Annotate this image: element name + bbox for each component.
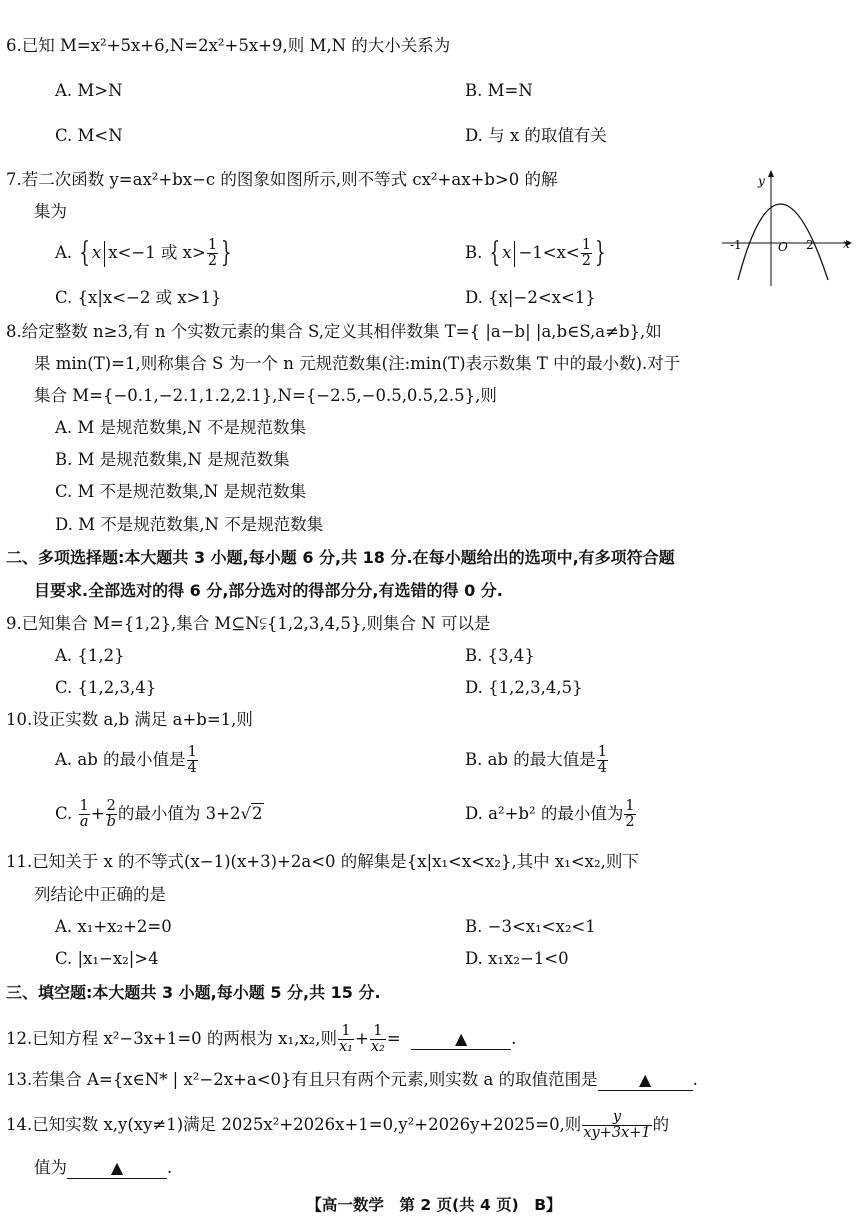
q14-answer-blank[interactable]: ▲	[67, 1158, 167, 1179]
q11-option-a: A. x₁+x₂+2=0	[55, 917, 172, 936]
q11-line1: 11.已知关于 x 的不等式(x−1)(x+3)+2a<0 的解集是{x|x₁<x<x₂},其中 x₁<x₂,则下	[6, 852, 639, 871]
fraction-one-over-x2: $\frac{1}{\text{x₂}}$	[370, 1023, 385, 1056]
q12-line	[6, 1024, 516, 1055]
section-2-heading-line2: 目要求.全部选对的得 6 分,部分选对的得部分分,有选错的得 0 分.	[34, 581, 503, 600]
section-3-heading: 三、填空题:本大题共 3 小题,每小题 5 分,共 15 分.	[6, 983, 381, 1002]
q10-option-c-text: 的最小值为 3+2	[117, 804, 241, 824]
q11-line2: 列结论中正确的是	[34, 885, 166, 904]
q7-option-a-cond: x<−1 或 x>	[108, 243, 206, 263]
period: .	[167, 1158, 173, 1177]
sqrt-symbol: √	[240, 804, 251, 824]
origin-label: O	[778, 240, 788, 254]
q14-value-label: 值为	[34, 1158, 67, 1177]
q14-line1	[6, 1110, 669, 1141]
fraction-one-half: $\frac{1}{2}$	[581, 237, 591, 270]
q8-line3: 集合 M={−0.1,−2.1,1.2,2.1},N={−2.5,−0.5,0.5,2.5},则	[34, 386, 497, 405]
q13-text: 13.若集合 A={x∈N* | x²−2x+a<0}有且只有两个元素,则实数 a 的取值范围是	[6, 1070, 598, 1089]
page-footer: 【高一数学 第 2 页(共 4 页) B】	[306, 1196, 562, 1214]
q10-option-b	[465, 745, 609, 776]
q14-text: 14.已知实数 x,y(xy≠1)满足 2025x²+2026x+1=0,y²+2026y+2025=0,则	[6, 1115, 582, 1135]
q9-option-b: B. {3,4}	[465, 646, 535, 665]
q10-option-b-text: B. ab 的最大值是	[465, 750, 596, 770]
y-axis-label: y	[758, 174, 765, 188]
x-axis-label: x	[843, 237, 850, 251]
fraction-one-quarter: $\frac{1}{4}$	[597, 744, 607, 777]
set-bar	[104, 241, 105, 267]
q8-option-d: D. M 不是规范数集,N 不是规范数集	[55, 515, 324, 534]
q10-stem: 10.设正实数 a,b 满足 a+b=1,则	[6, 710, 253, 729]
q6-option-c: C. M<N	[55, 126, 123, 145]
y-axis-arrow	[768, 170, 774, 177]
q10-option-a-text: A. ab 的最小值是	[55, 750, 186, 770]
fraction-y-over-expr: $\frac{y}{xy+3x+1}$	[583, 1109, 651, 1142]
q8-option-c: C. M 不是规范数集,N 是规范数集	[55, 482, 307, 501]
q9-option-a: A. {1,2}	[55, 646, 125, 665]
var-x: x	[91, 243, 102, 263]
q11-option-b: B. −3<x₁<x₂<1	[465, 917, 596, 936]
fraction-one-over-x1: $\frac{1}{\text{x₁}}$	[339, 1023, 353, 1056]
q13-line	[6, 1070, 698, 1091]
q8-option-b: B. M 是规范数集,N 是规范数集	[55, 450, 290, 469]
q13-answer-blank[interactable]: ▲	[598, 1070, 693, 1091]
fraction-one-over-a: $\frac{1}{a}$	[79, 798, 89, 831]
q10-option-c-label: C.	[55, 804, 73, 824]
q10-option-a	[55, 745, 199, 776]
q10-option-c	[55, 799, 264, 830]
equals-sign: =	[386, 1029, 401, 1049]
q8-line1: 8.给定整数 n≥3,有 n 个实数元素的集合 S,定义其相伴数集 T={ |a−b| |a,b∈S,a≠b},如	[6, 322, 662, 341]
q6-stem: 6.已知 M=x²+5x+6,N=2x²+5x+9,则 M,N 的大小关系为	[6, 36, 451, 55]
plus-sign: +	[355, 1029, 369, 1049]
period: .	[511, 1029, 517, 1049]
q7-option-a	[55, 238, 234, 269]
right-brace: }	[221, 236, 232, 269]
q6-option-a: A. M>N	[55, 81, 123, 100]
q7-option-c: C. {x|x<−2 或 x>1}	[55, 288, 222, 307]
q9-option-c: C. {1,2,3,4}	[55, 678, 157, 697]
set-bar	[514, 241, 515, 267]
q10-option-d-text: D. a²+b² 的最小值为	[465, 804, 624, 824]
q7-stem-line2: 集为	[34, 202, 67, 221]
q11-option-c: C. |x₁−x₂|>4	[55, 949, 159, 968]
q14-line2	[34, 1158, 172, 1179]
q12-text: 12.已知方程 x²−3x+1=0 的两根为 x₁,x₂,则	[6, 1029, 337, 1049]
fraction-one-half: $\frac{1}{2}$	[625, 798, 635, 831]
plus-sign: +	[90, 804, 105, 824]
q8-option-a: A. M 是规范数集,N 不是规范数集	[55, 418, 306, 437]
q6-option-b: B. M=N	[465, 81, 533, 100]
tick-two: 2	[806, 238, 814, 252]
q7-option-b-cond: −1<x<	[518, 243, 580, 263]
q11-option-d: D. x₁x₂−1<0	[465, 949, 569, 968]
q12-answer-blank[interactable]: ▲	[411, 1029, 511, 1050]
q7-stem-line1: 7.若二次函数 y=ax²+bx−c 的图象如图所示,则不等式 cx²+ax+b>0 的解	[6, 170, 558, 189]
q7-option-b	[465, 238, 607, 269]
fraction-two-over-b: $\frac{2}{b}$	[106, 798, 116, 831]
sqrt-radicand: 2	[252, 804, 263, 824]
left-brace: {	[489, 236, 501, 269]
q8-line2: 果 min(T)=1,则称集合 S 为一个 n 元规范数集(注:min(T)表示数集 T 中的最小数).对于	[34, 354, 681, 373]
tick-minus-one: -1	[730, 238, 742, 252]
left-brace: {	[79, 236, 90, 269]
q7-option-b-label: B.	[465, 243, 483, 263]
q14-text-end: 的	[652, 1115, 670, 1135]
q7-option-a-label: A.	[55, 243, 73, 263]
var-x: x	[502, 243, 512, 263]
fraction-one-quarter: $\frac{1}{4}$	[187, 744, 197, 777]
q9-stem: 9.已知集合 M={1,2},集合 M⊆N⫋{1,2,3,4,5},则集合 N 可以是	[6, 614, 491, 633]
q6-option-d: D. 与 x 的取值有关	[465, 126, 607, 145]
q10-option-d	[465, 799, 637, 830]
section-2-heading-line1: 二、多项选择题:本大题共 3 小题,每小题 6 分,共 18 分.在每小题给出的选项中,有多项符合题	[6, 548, 675, 567]
period: .	[692, 1070, 698, 1089]
q7-option-d: D. {x|−2<x<1}	[465, 288, 596, 307]
right-brace: }	[594, 236, 606, 269]
q9-option-d: D. {1,2,3,4,5}	[465, 678, 583, 697]
parabola-figure	[718, 168, 852, 288]
fraction-one-half: $\frac{1}{2}$	[207, 237, 218, 270]
